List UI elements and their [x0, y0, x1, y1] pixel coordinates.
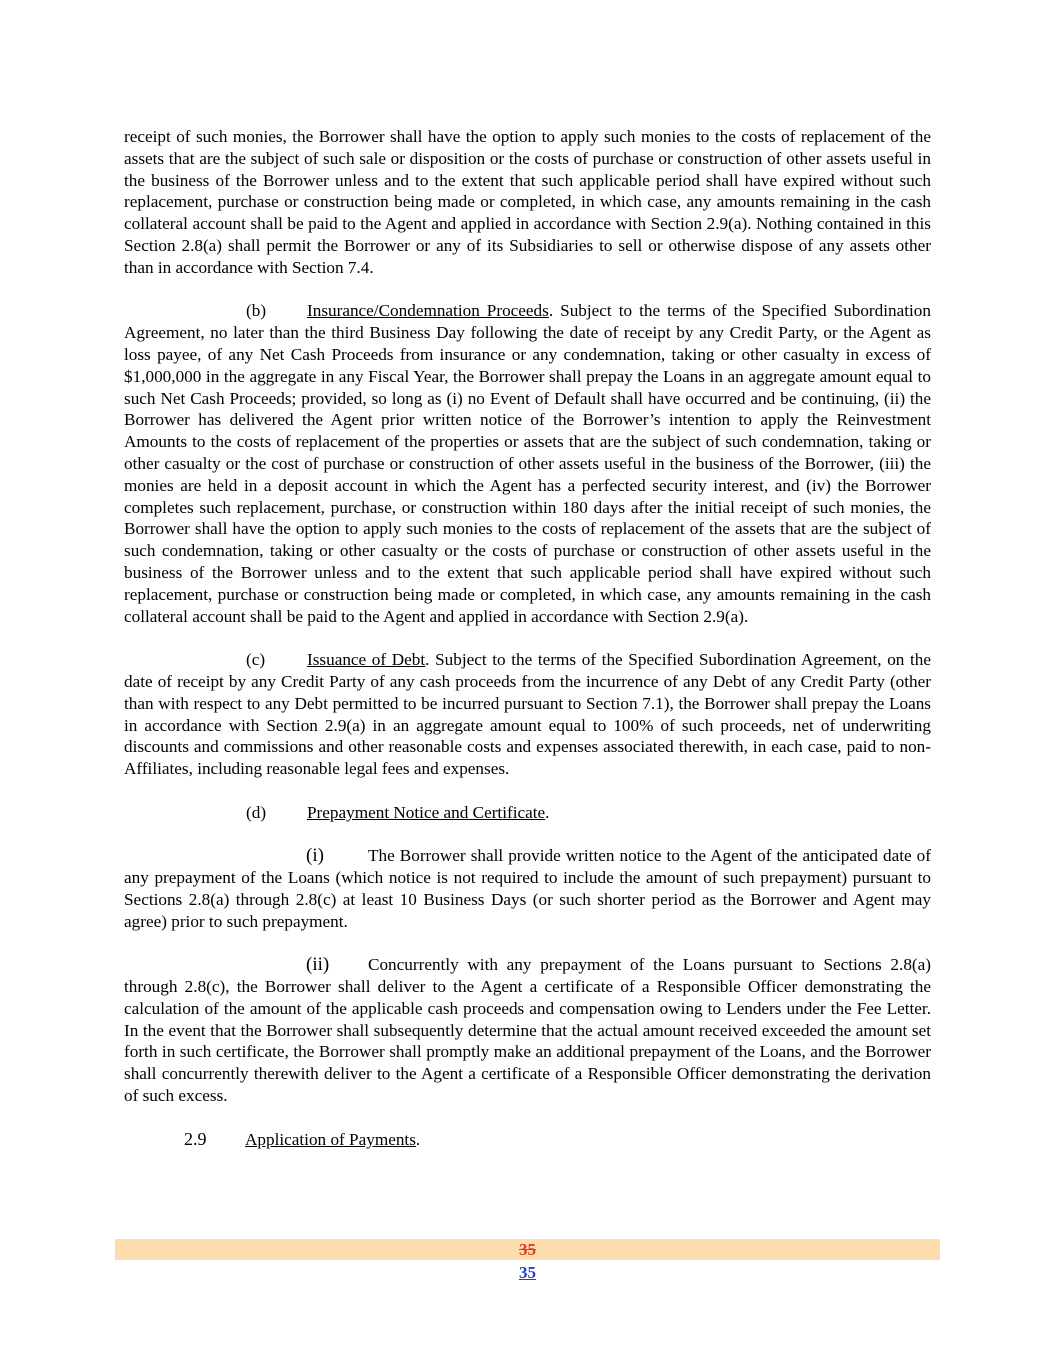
subclause-text-ii: Concurrently with any prepayment of the Loans pursuant to Sections 2.8(a) through 2.8(c), the Borrower shall deliver to the Agent a certificate of a Responsible Officer demonstrating the calculation of the amount of the applicable cash proceeds and compensation owing to Lenders under the Fee Letter. In the event that the Borrower shall subsequently determine that the actual amount received exceeded the amount set forth in such certificate, the Borrower shall promptly make an additional prepayment of the Loans, and the Borrower shall concurrently therewith deliver to the Agent a certificate of a Responsible Officer demonstrating the derivation of such excess.	[124, 955, 931, 1106]
paragraph-c	[124, 649, 931, 780]
paragraph-d	[124, 802, 931, 824]
clause-label-b: (b)	[246, 301, 267, 321]
subclause-text-i: The Borrower shall provide written notice to the Agent of the anticipated date of any prepayment of the Loans (which notice is not required to include the amount of such prepayment) pursuant to Sections 2.8(a) through 2.8(c) at least 10 Business Days (or such shorter period as the Borrower and Agent may agree) prior to such prepayment.	[124, 846, 931, 931]
page-number-inserted[interactable]: 35	[519, 1263, 536, 1282]
subclause-label-ii: (ii)	[306, 954, 330, 976]
paragraph-b	[124, 300, 931, 627]
clause-title-d: Prepayment Notice and Certificate	[307, 802, 546, 822]
document-body	[124, 126, 931, 1172]
subclause-label-i: (i)	[306, 845, 324, 867]
section-title: Application of Payments	[245, 1129, 416, 1149]
clause-title-c: Issuance of Debt	[307, 650, 426, 670]
section-heading	[184, 1129, 931, 1151]
page-number-deleted: 35	[519, 1240, 536, 1259]
section-title-suffix: .	[415, 1129, 421, 1149]
clause-text-b: . Subject to the terms of the Specified Subordination Agreement, no later than the third Business Day following the date of receipt by any Credit Party, or the Agent as loss payee, of any Net Cash Proceeds from insurance or any condemnation, taking or other casualty in excess of $1,000,000 in the aggregate in any Fiscal Year, the Borrower shall prepay the Loans in an aggregate amount equal to such Net Cash Proceeds; provided, so long as (i) no Event of Default shall have occurred and be continuing, (ii) the Borrower has delivered the Agent prior written notice of the Borrower’s intention to apply the Reinvestment Amounts to the costs of replacement of the properties or assets that are the subject of such condemnation, taking or other casualty or the cost of purchase or construction of other assets useful in the business of the Borrower, (iii) the monies are held in a deposit account in which the Agent has a perfected security interest, and (iv) the Borrower completes such replacement, purchase, or construction within 180 days after the initial receipt of such monies, the Borrower shall have the option to apply such monies to the costs of replacement of the assets that are the subject of such condemnation, taking or other casualty or the costs of purchase or construction of other assets useful in the business of the Borrower unless and to the extent that such applicable period shall have expired without such replacement, purchase or construction being made or completed, in which case, any amounts remaining in the cash collateral account shall be paid to the Agent and applied in accordance with Section 2.9(a).	[124, 301, 931, 626]
clause-text-d: .	[545, 802, 550, 822]
clause-label-d: (d)	[246, 802, 267, 822]
clause-title-b: Insurance/Condemnation Proceeds	[307, 301, 549, 321]
paragraph-intro: receipt of such monies, the Borrower shall have the option to apply such monies to the costs of replacement of the assets that are the subject of such sale or disposition or the costs of purchase or construction of other assets useful in the business of the Borrower unless and to the extent that such applicable period shall have expired without such replacement, purchase or construction being made or completed, in which case, any amounts remaining in the cash collateral account shall be paid to the Agent and applied in accordance with Section 2.9(a). Nothing contained in this Section 2.8(a) shall permit the Borrower or any of its Subsidiaries to sell or otherwise dispose of any assets other than in accordance with Section 7.4.	[124, 127, 931, 277]
clause-label-c: (c)	[246, 650, 266, 670]
section-number: 2.9	[184, 1128, 207, 1149]
paragraph-d-ii	[124, 954, 931, 1107]
paragraph-d-i	[124, 845, 931, 932]
clause-text-c: . Subject to the terms of the Specified Subordination Agreement, on the date of receipt by any Credit Party of any cash proceeds from the incurrence of any Debt of any Credit Party (other than with respect to any Debt permitted to be incurred pursuant to Section 7.1), the Borrower shall prepay the Loans in accordance with Section 2.9(a) in an aggregate amount equal to 100% of such proceeds, net of underwriting discounts and commissions and other reasonable costs and expenses associated therewith, in each case, paid to non-Affiliates, including reasonable legal fees and expenses.	[124, 650, 932, 779]
